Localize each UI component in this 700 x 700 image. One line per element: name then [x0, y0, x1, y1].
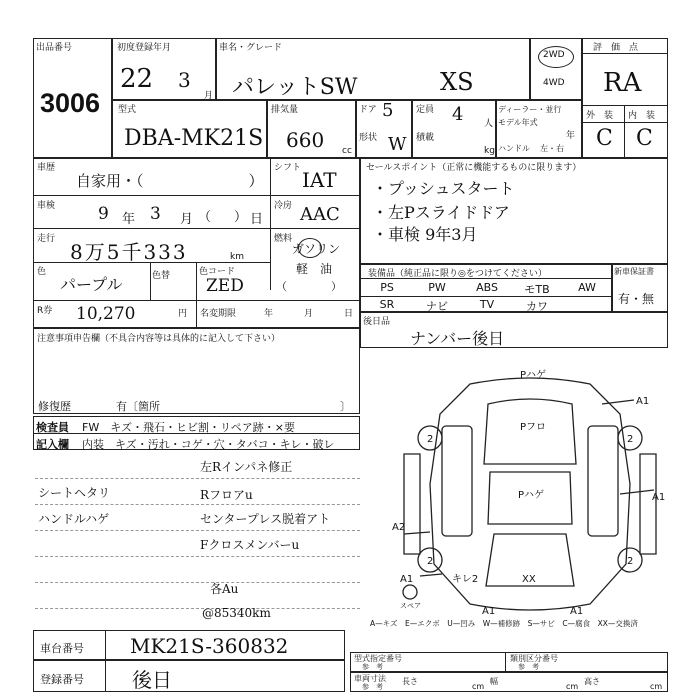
yen-unit: 円 [178, 309, 188, 319]
class-number-label: 類別区分番号 [510, 654, 558, 663]
repair-label: 修復歴 [38, 400, 71, 413]
ext-score: C [596, 126, 613, 151]
equipment-item: SR [379, 298, 395, 311]
equipment-item: TV [479, 298, 495, 311]
inspector-label: 検査員 [36, 421, 69, 434]
mileage-label: 走行 [37, 234, 56, 244]
doors-label: ドア [359, 105, 377, 115]
repair-value: 有〔箇所 [116, 400, 160, 413]
repair-close: 〕 [340, 400, 351, 413]
row-line-2 [33, 228, 360, 229]
model-value: DBA-MK21S [124, 126, 264, 151]
insp-month: 3 [150, 204, 161, 224]
note-line [35, 478, 360, 479]
mark-kire-2: キレ2 [452, 574, 479, 585]
score-label: 評 価 点 [593, 43, 639, 53]
displacement-value: 660 [286, 128, 325, 152]
sales-point-1: ・プッシュスタート [372, 179, 515, 198]
chassis-value: MK21S-360832 [130, 634, 289, 658]
handle-options: 左・右 [540, 144, 564, 153]
history-split [270, 158, 271, 290]
load-label: 積載 [416, 133, 435, 143]
fuel-paren: （ ） [276, 280, 342, 293]
right-front-side [588, 426, 618, 536]
warranty-label: 新車保証書 [614, 267, 654, 276]
mark-a1-right: A1 [652, 492, 666, 503]
insp-month-unit: 月 [180, 212, 194, 227]
note-5: センタープレス脱着アト [200, 512, 331, 526]
recorder-label: 記入欄 [36, 438, 69, 451]
capacity-label: 定員 [416, 105, 435, 115]
displacement-label: 排気量 [271, 105, 299, 115]
kg-unit: kg [484, 146, 495, 156]
spare-tire [403, 585, 417, 599]
note-line [35, 582, 360, 583]
model-year-label: モデル年式 [498, 118, 538, 127]
type-ref: 参 考 [362, 663, 383, 671]
type-split [505, 652, 506, 672]
insp-paren: （ [198, 210, 212, 225]
equip-line [360, 278, 612, 279]
year-unit: 年 [566, 131, 576, 141]
mark-a2-left: A2 [392, 522, 406, 533]
capacity-value: 4 [452, 104, 464, 125]
length-unit: cm [472, 682, 485, 691]
note-2: シートヘタリ [38, 486, 111, 500]
car-name: パレットSW [232, 75, 358, 100]
mark-a1-bottom-2: A1 [570, 606, 584, 617]
width-label: 幅 [490, 677, 498, 686]
car-diagram [390, 364, 680, 624]
insp-day-unit: 日 [250, 212, 264, 227]
recycle-label: R券 [37, 306, 53, 316]
cc-unit: cc [342, 146, 352, 156]
score-split [624, 105, 625, 158]
first-reg-label: 初度登録年月 [117, 43, 172, 53]
nc-year-unit: 年 [264, 309, 274, 319]
insp-year-unit: 年 [122, 212, 136, 227]
fuel-label: 燃料 [274, 234, 293, 244]
dims-box [350, 672, 668, 692]
score-box [582, 38, 668, 158]
notes-value: ナンバー後日 [410, 329, 505, 348]
color-code-value: ZED [206, 276, 244, 296]
note-8: @85340km [202, 606, 271, 620]
int-label: 内 装 [628, 111, 656, 121]
sales-points-label: セールスポイント（正常に機能するものに限ります） [366, 163, 582, 173]
recorder-items: 内装 キズ・汚れ・コゲ・穴・タバコ・キレ・破レ [82, 438, 335, 451]
insp-paren-close: ） [234, 210, 248, 225]
equipment-label: 装備品（純正品に限り◎をつけてください） [368, 269, 547, 279]
note-4: ハンドルハゲ [38, 512, 110, 526]
score-divider-2 [582, 105, 668, 106]
length-label: 長さ [402, 677, 418, 686]
lead-a2-left [404, 532, 430, 534]
color-split-2 [196, 262, 197, 300]
mark-a1-bottom-1: A1 [482, 606, 496, 617]
warranty-value: 有・無 [618, 292, 655, 306]
note-line [35, 530, 360, 531]
mark-xx: XX [522, 574, 536, 585]
recycle-value: 10,270 [76, 304, 136, 324]
width-unit: cm [566, 682, 579, 691]
drive-2wd: 2WD [543, 50, 565, 60]
mark-2-fl: 2 [427, 434, 434, 445]
mark-2-fr: 2 [627, 434, 634, 445]
lead-a1-left [420, 574, 442, 576]
int-score: C [636, 126, 653, 151]
height-unit: cm [650, 682, 663, 691]
insp-year: 9 [98, 204, 109, 224]
mark-2-rr: 2 [627, 556, 634, 567]
ac-label: 冷房 [274, 201, 293, 211]
mark-p-hage-roof: Pハゲ [518, 490, 545, 501]
notes-label: 後日品 [363, 317, 391, 327]
height-label: 高さ [584, 677, 600, 686]
note-line [35, 608, 360, 609]
lot-number: 3006 [40, 88, 101, 118]
dealer-label: ディーラー・並行 [498, 105, 562, 114]
recycle-split [196, 300, 197, 328]
equipment-item: モTB [524, 283, 550, 296]
left-side-long [404, 454, 420, 554]
color-label: 色 [37, 267, 47, 277]
color-split [150, 262, 151, 300]
person-unit: 人 [484, 119, 494, 129]
score-divider-3 [582, 122, 668, 123]
inspector-items: FW キズ・飛石・ヒビ割・リペア跡・×要 [82, 421, 295, 434]
ac-value: AAC [300, 204, 340, 225]
shape-label: 形状 [359, 133, 378, 143]
type-designation-label: 型式指定番号 [354, 654, 402, 663]
km-unit: km [230, 252, 244, 262]
note-7: 各Au [210, 582, 239, 596]
drive-4wd: 4WD [543, 78, 565, 88]
reg-label: 登録番号 [40, 673, 84, 686]
left-front-side [442, 426, 472, 536]
ext-label: 外 装 [586, 111, 614, 121]
note-1: 左Rインパネ修正 [200, 460, 293, 474]
equipment-item: ナビ [426, 300, 448, 313]
score-value: RA [603, 68, 642, 98]
remarks-label: 注意事項申告欄（不具合内容等は具体的に記入して下さい） [37, 334, 281, 344]
equipment-item: ABS [476, 281, 498, 294]
mark-p-hage-top: Pハゲ [520, 370, 547, 381]
fuel-diesel: 軽 油 [296, 262, 333, 276]
color-change-label: 色替 [152, 271, 171, 281]
equipment-item: PS [380, 281, 394, 294]
doors-value: 5 [382, 100, 394, 121]
model-label: 型式 [118, 105, 137, 115]
reg-value: 後日 [132, 668, 172, 692]
sales-point-3: ・車検 9年3月 [372, 225, 478, 244]
damage-legend: A—キズ E—エクボ U—凹み W—補修跡 S—サビ C—腐食 XX—交換済 [370, 619, 638, 628]
shape-value: W [388, 134, 407, 155]
grade: XS [440, 68, 474, 96]
mark-2-rl: 2 [427, 556, 434, 567]
color-code-label: 色コード [199, 267, 236, 277]
sales-point-2: ・左Pスライドドア [372, 203, 510, 222]
note-3: Rフロアu [200, 488, 253, 502]
equipment-item: AW [578, 281, 596, 294]
color-value: パープル [60, 275, 123, 294]
equipment-item: PW [428, 281, 446, 294]
notes-box [360, 312, 668, 348]
history-label: 車歴 [37, 163, 56, 173]
month-unit: 月 [204, 91, 214, 101]
first-reg-year: 22 [120, 64, 154, 94]
dims-label: 車両寸法 [354, 674, 386, 683]
name-change-label: 名変期限 [200, 309, 237, 319]
history-value: 自家用・（ ） [76, 172, 264, 190]
inspection-label: 車検 [37, 201, 56, 211]
dims-ref: 参 考 [362, 683, 383, 691]
equipment-item: カワ [526, 300, 548, 313]
row-line-1 [33, 195, 360, 196]
note-6: Fクロスメンバーu [200, 538, 300, 552]
equip-line-2 [360, 296, 612, 297]
shift-value: IAT [302, 168, 337, 192]
mark-p-floor: Pフロ [520, 422, 547, 433]
lot-number-label: 出品番号 [36, 43, 73, 53]
lead-a1-right [620, 490, 654, 494]
first-reg-month: 3 [178, 68, 191, 92]
class-ref: 参 考 [518, 663, 539, 671]
fuel-gas-circle [298, 238, 322, 258]
nc-month-unit: 月 [304, 309, 314, 319]
score-divider [582, 53, 668, 54]
mileage-value: 8万5千333 [70, 240, 188, 264]
right-side-long [640, 454, 656, 554]
note-line [35, 504, 360, 505]
mark-a1-rear-left: A1 [400, 574, 414, 585]
handle-label: ハンドル [498, 144, 530, 153]
shift-label: シフト [274, 163, 302, 173]
note-line [35, 556, 360, 557]
mark-spare: スペア [400, 602, 421, 610]
chassis-label: 車台番号 [40, 642, 84, 655]
fuel-gas: ガソリン [292, 242, 341, 256]
car-name-label: 車名・グレード [219, 43, 283, 53]
mark-a1-top: A1 [636, 396, 650, 407]
nc-day-unit: 日 [344, 309, 354, 319]
